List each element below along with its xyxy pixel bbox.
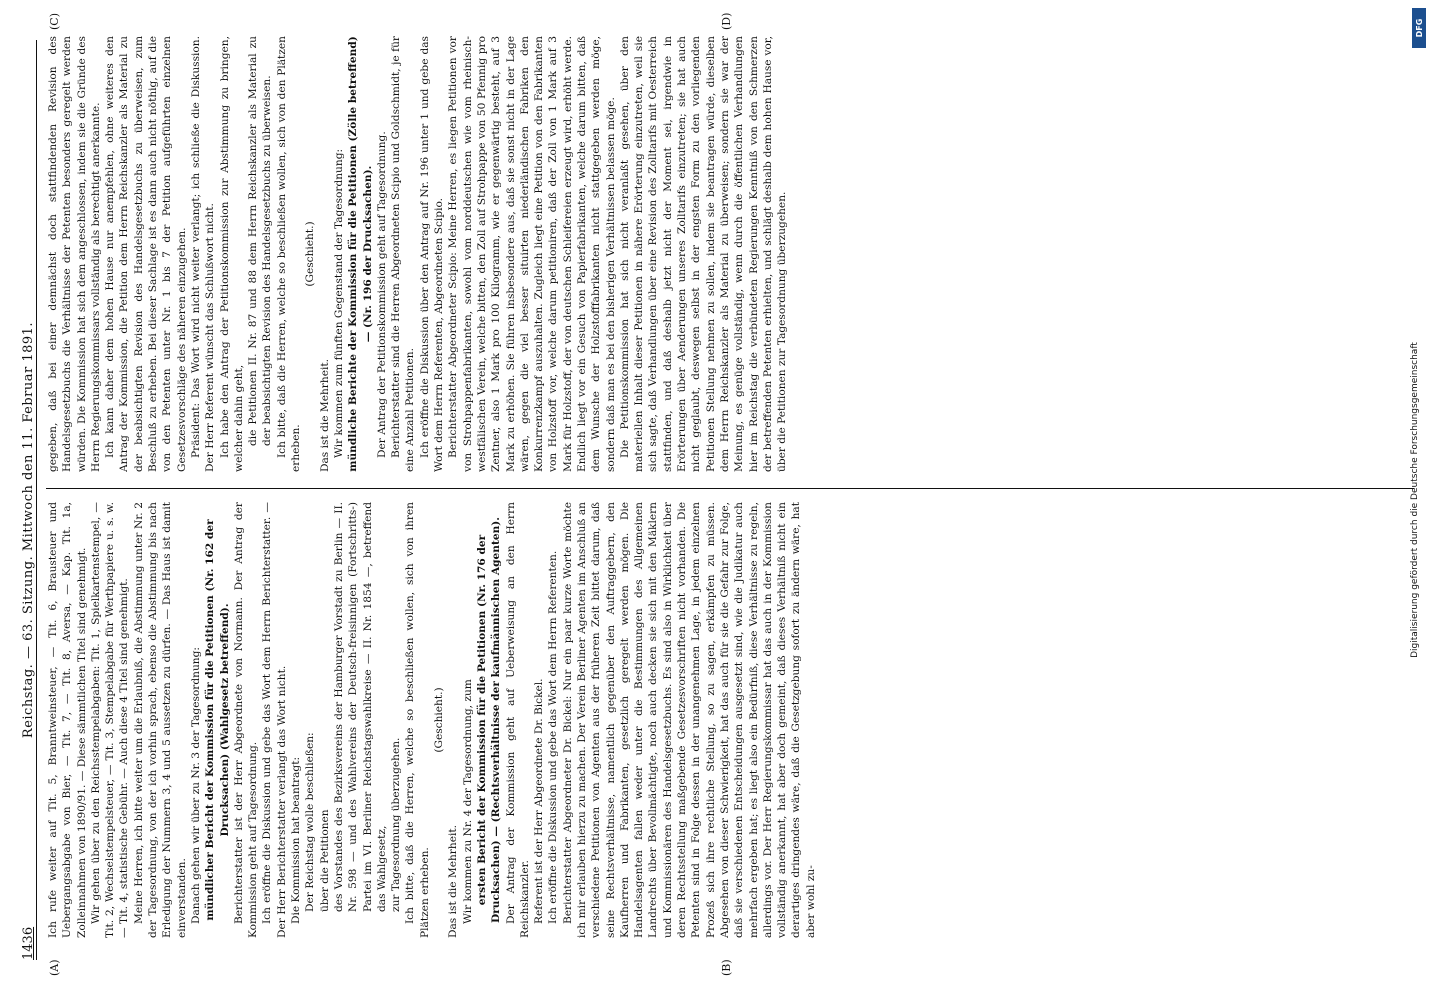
paragraph: mündlicher Bericht der Kommission für die Petitionen (Nr. 162 der Drucksachen) (Wahlgesetz betreffend).	[204, 519, 231, 921]
page-header	[16, 40, 37, 960]
right-column	[46, 36, 1414, 472]
dfg-logo: DFG	[1412, 8, 1426, 48]
running-title-text: Reichstag. — 63. Sitzung. Mittwoch den 11. Februar 1891.	[21, 321, 36, 739]
page-number: 1436	[21, 926, 36, 960]
paragraph: des Vorstandes des Bezirksvereins der Hamburger Vorstadt zu Berlin — II. Nr. 598 — und des Wahlvereins der Deutsch-freisinnigen (Fortschritts-) Partei im VI. Berliner Reichstagswahlkreise — II. Nr. 1854 —, betreffend das Wahlgesetz,	[332, 502, 388, 912]
paragraph: Danach gehen wir über zu Nr. 3 der Tagesordnung:	[189, 647, 202, 924]
paragraph: Ich eröffne die Diskussion und gebe das Wort dem Herrn Referenten.	[547, 550, 560, 924]
paragraph: (Geschieht.)	[304, 221, 317, 287]
paragraph: Der Antrag der Kommission geht auf Ueberweisung an den Herrn Reichskanzler.	[504, 502, 531, 938]
paragraph: Wir kommen zum fünften Gegenstand der Tagesordnung:	[332, 148, 345, 458]
paragraph: Ich eröffne die Diskussion über den Antrag auf Nr. 196 unter 1 und gebe das Wort dem Herrn Referenten, Abgeordneten Scipio.	[418, 36, 446, 472]
paragraph: Referent ist der Herr Abgeordnete Dr. Bickel.	[533, 678, 546, 924]
paragraph: Das ist die Mehrheit.	[318, 359, 331, 472]
margin-marker-c: (C)	[48, 13, 61, 30]
paragraph: Ich bitte, daß die Herren, welche so beschließen wollen, sich von ihren Plätzen erheben.	[404, 502, 431, 938]
paragraph: Ich eröffne die Diskussion und gebe das Wort dem Herrn Berichterstatter. — Der Herr Berichterstatter verlangt das Wort nicht.	[261, 502, 288, 938]
paragraph: Die Kommission hat beantragt:	[290, 756, 303, 924]
paragraph: Berichterstatter sind die Herren Abgeordneten Scipio und Goldschmidt, je für eine Anzahl Petitionen.	[390, 36, 417, 472]
paragraph: über die Petitionen	[318, 809, 331, 912]
left-column	[46, 502, 1414, 938]
paragraph: mündliche Berichte der Kommission für die Petitionen (Zölle betreffend) — (Nr. 196 der Drucksachen).	[347, 36, 374, 472]
paragraph: ersten Bericht der Kommission für die Petitionen (Nr. 176 der Drucksachen) — (Rechtsverhältnisse der kaufmännischen Agenten).	[475, 517, 503, 924]
paragraph: Berichterstatter Abgeordneter Scipio: Meine Herren, es liegen Petitionen vor von Strohpappenfabrikanten, sowohl vom norddeutschen wie vom rheinisch-westfälischen Verein, welche bitten, den Zoll auf Strohpappe von 50 Pfennig pro Zentner, also 1 Mark pro 100 Kilogramm, wie er gegenwärtig besteht, auf 3 Mark zu erhöhen. Sie führen insbesondere aus, daß sie sonst nicht in der Lage wären, gegen die viel besser situirten niederländischen Fabriken den Konkurrenzkampf auszuhalten. Zugleich liegt eine Petition von den Fabrikanten von Holzstoff vor, welche darum petitioniren, daß der Zoll von 1 Mark auf 3 Mark für Holzstoff, der von deutschen Schleifereien erzeugt wird, erhöht werde. Endlich liegt vor ein Gesuch von Papierfabrikanten, welche darum bitten, daß dem Wunsche der Holzstofffabrikanten nicht stattgegeben werden möge, sondern daß man es bei den bisherigen Verhältnissen belassen möge.	[447, 36, 617, 472]
paragraph: Ich rufe weiter auf Tit. 5, Branntweinsteuer, — Tit. 6, Brausteuer und Uebergangsabgabe von Bier, — Tit. 7, — Tit. 8, Aversa, — Kap. Tit. 1a, Zolleinnahmen von 1890/91. — Diese sämmtlichen Titel sind genehmigt.	[47, 502, 88, 938]
paragraph: Ich kann daher dem hohen Hause nur anempfehlen, ohne weiteres den Antrag der Kommission, die Petition dem Herrn Reichskanzler als Material zu der beabsichtigten Revision des Handelsgesetzbuchs zu überweisen, zum Beschluß zu erheben. Bei dieser Sachlage ist es dann auch nicht nöthig, auf die von den Petenten unter Nr. 1 bis 7 der Petition aufgeführten einzelnen Gesetzesvorschläge des näheren einzugehen.	[104, 36, 188, 472]
paragraph: Der Reichstag wolle beschließen:	[304, 732, 317, 912]
paragraph: Meine Herren, ich bitte weiter um die Erlaubniß, die Abstimmung unter Nr. 2 der Tagesordnung, von der ich vorhin sprach, ebenso die Abstimmung bis nach Erledigung der Nummern 3, 4 und 5 aussetzen zu dürfen. — Das Haus ist damit einverstanden.	[132, 502, 188, 938]
paragraph: Ich bitte, daß die Herren, welche so beschließen wollen, sich von den Plätzen erheben.	[275, 36, 303, 472]
margin-marker-a: (A)	[48, 959, 61, 976]
margin-marker-b: (B)	[720, 959, 733, 976]
paragraph: die Petitionen II. Nr. 87 und 88 dem Herrn Reichskanzler als Material zu der beabsichtigten Revision des Handelsgesetzbuchs zu überweisen.	[247, 36, 274, 446]
digitization-note: Digitalisierung gefördert durch die Deutsche Forschungsgemeinschaft	[1410, 342, 1420, 658]
running-title	[21, 160, 36, 900]
paragraph: Wir kommen zu Nr. 4 der Tagesordnung, zum	[461, 679, 474, 924]
margin-marker-d: (D)	[720, 12, 733, 30]
paragraph: Der Antrag der Petitionskommission geht auf Tagesordnung.	[375, 131, 388, 458]
paragraph: Berichterstatter Abgeordneter Dr. Bickel: Nur ein paar kurze Worte möchte ich mir erlauben hierzu zu machen. Der Verein Berliner Agenten im Anschluß an verschiedene Petitionen von Agenten aus der früheren Zeit bittet darum, daß seine Rechtsverhältnisse, namentlich gegenüber den Auftraggebern, den Kaufherren und Fabrikanten, gesetzlich geregelt werden mögen. Die Handelsagenten fallen weder unter die Bestimmungen des Allgemeinen Landrechts über Bevollmächtigte, noch auch decken sie sich mit den Mäklern und Kommissionären des Handelsgesetzbuchs. Es sind also in Wirklichkeit über deren Rechtsstellung maßgebende Gesetzesvorschriften nicht vorhanden. Die Petenten sind in Folge dessen in der unangenehmen Lage, in jedem einzelnen Prozeß sich ihre rechtliche Stellung, so zu sagen, erkämpfen zu müssen. Abgesehen von dieser Schwierigkeit, hat das auch für sie die Gefahr zur Folge, daß sie verschiedenen Entscheidungen ausgesetzt sind, wie die Judikatur auch mehrfach ergeben hat; es liegt also ein Bedürfniß, diese Verhältnisse zu regeln, allerdings vor. Der Herr Regierungskommissar hat das auch in der Kommission vollständig anerkannt, hat aber doch gemeint, daß dieses Verhältniß nicht ein derartiges dringendes wäre, daß die Gesetzgebung sofort zu ändern wäre, hat aber wohl zu-	[561, 502, 817, 938]
paragraph: (Geschieht.)	[433, 687, 446, 753]
paragraph: Wir gehen über zu den Reichsstempelabgaben: Tit. 1, Spielkartenstempel, — Tit. 2, Wechselstempelsteuer, — Tit. 3, Stempelabgabe für Werthpapiere u. s. w. — Tit. 4, statistische Gebühr. — Auch diese 4 Titel sind genehmigt.	[89, 502, 131, 938]
paragraph: gegeben, daß bei einer demnächst doch stattfindenden Revision des Handelsgesetzbuchs die Verhältnisse der Petenten besonders geregelt werden würden. Die Kommission hat sich dem angeschlossen, indem sie die Gründe des Herrn Regierungskommissars vollständig als berechtigt anerkannte.	[47, 36, 102, 472]
paragraph: zur Tagesordnung überzugehen.	[390, 737, 403, 912]
column-divider	[46, 488, 1414, 489]
paragraph: Das ist die Mehrheit.	[447, 825, 460, 938]
paragraph: Die Petitionskommission hat sich nicht veranlaßt gesehen, über den materiellen Inhalt dieser Petitionen in nähere Erörterung einzutreten, weil sie sich sagte, daß Verhandlungen über eine Revision des Zolltarifs mit Oesterreich stattfinden, und daß deshalb jetzt nicht der Moment sei, irgendwie in Erörterungen über Aenderungen unseres Zolltarifs einzutreten; sie hat auch nicht geglaubt, deswegen selbst in der engsten Form zu den vorliegenden Petitionen Stellung nehmen zu sollen, indem sie beantragen würde, dieselben dem Herrn Reichskanzler als Material zu überweisen; sondern sie war der Meinung, es genüge vollständig, wenn durch die öffentlichen Verhandlungen hier im Reichstag die verbündeten Regierungen Kenntniß von den Schmerzen der betreffenden Petenten erhielten, und schlägt deshalb dem hohen Hause vor, über die Petitionen zur Tagesordnung überzugehen.	[618, 36, 789, 472]
paragraph: Ich habe den Antrag der Petitionskommission zur Abstimmung zu bringen, welcher dahin geht,	[218, 36, 245, 472]
paragraph: Präsident: Das Wort wird nicht weiter verlangt; ich schließe die Diskussion. Der Herr Referent wünscht das Schlußwort nicht.	[189, 36, 217, 472]
paragraph: Berichterstatter ist der Herr Abgeordnete von Normann. Der Antrag der Kommission geht auf Tagesordnung.	[232, 502, 260, 938]
